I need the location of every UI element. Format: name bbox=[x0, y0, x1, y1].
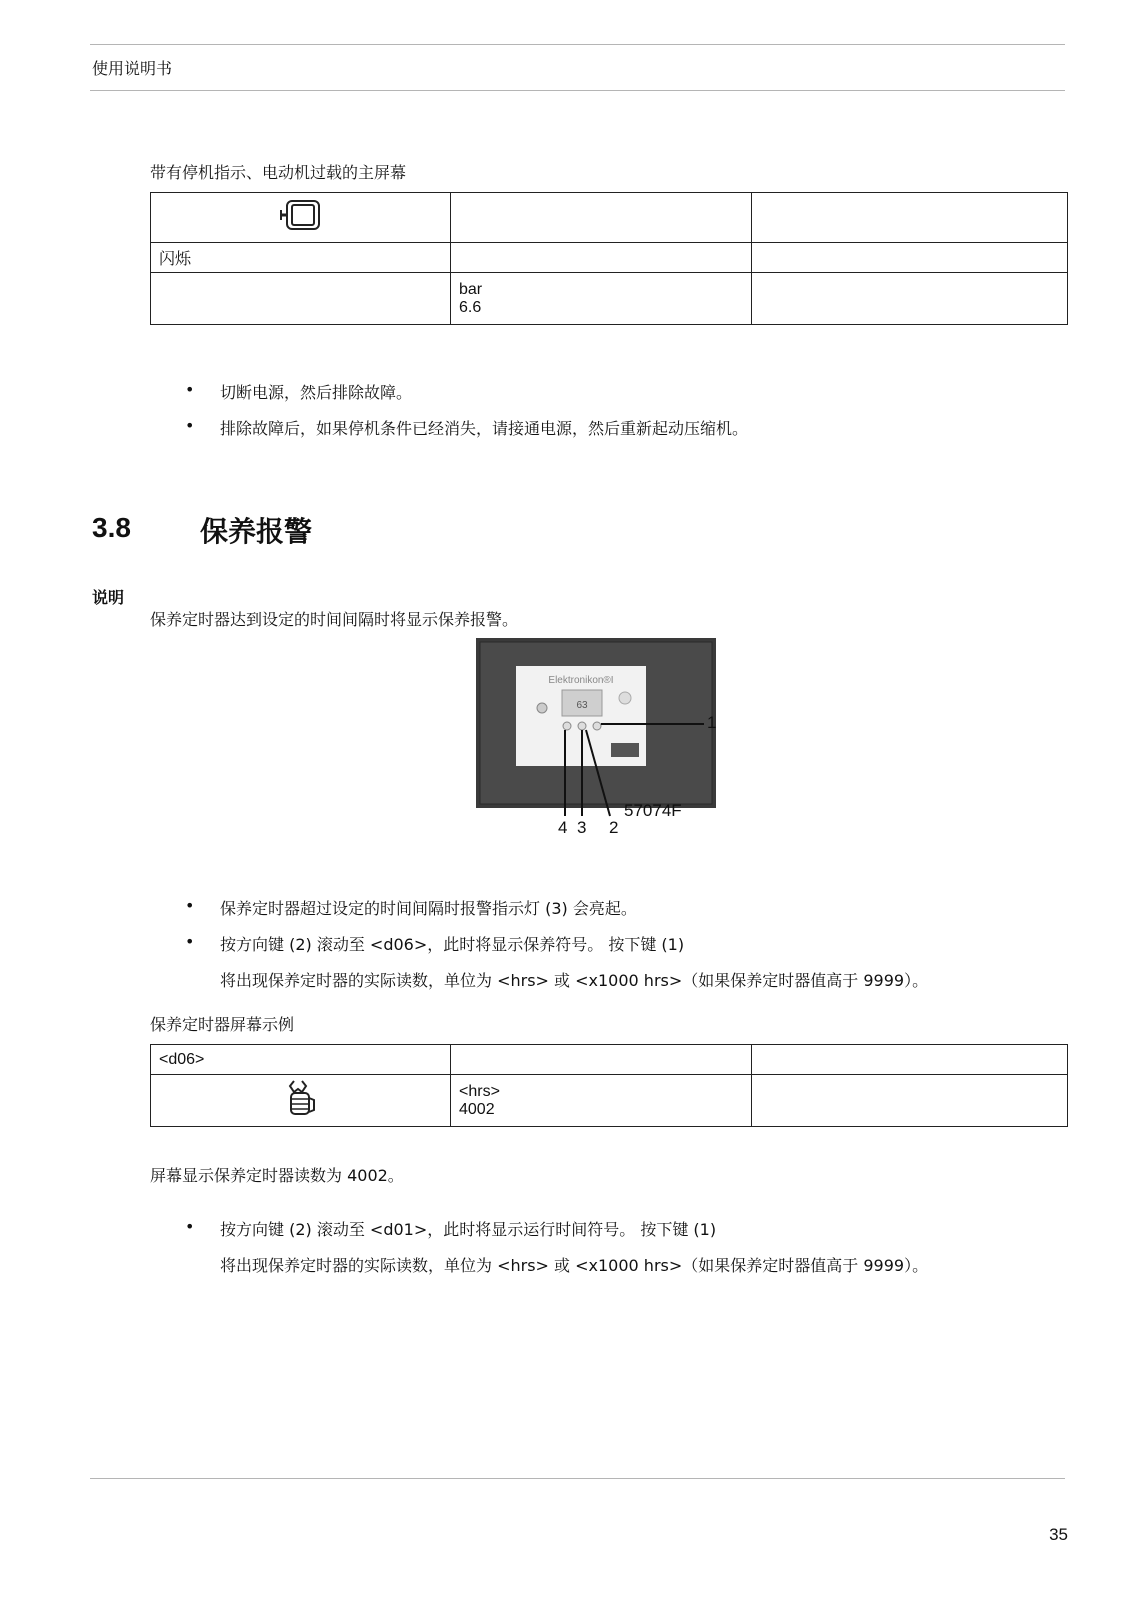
motor-overload-icon bbox=[277, 197, 325, 233]
header-top-rule bbox=[90, 44, 1065, 45]
table2-caption: 保养定时器屏幕示例 bbox=[150, 1015, 295, 1034]
list-item: • 排除故障后，如果停机条件已经消失，请接通电源，然后重新起动压缩机。 bbox=[185, 416, 749, 438]
screen-note: 屏幕显示保养定时器读数为 4002。 bbox=[150, 1166, 404, 1185]
list-item: • 保养定时器超过设定的时间间隔时报警指示灯 (3) 会亮起。 bbox=[185, 896, 637, 918]
figure-code: 57074F bbox=[624, 801, 682, 820]
maintenance-wrench-icon bbox=[284, 1078, 318, 1118]
controller-photo bbox=[476, 638, 721, 840]
pressure-value: 6.6 bbox=[459, 298, 482, 316]
table1-cell bbox=[752, 193, 1068, 243]
table2-cell bbox=[752, 1075, 1068, 1127]
controller-brand-label: Elektronikon®I bbox=[548, 675, 614, 686]
list-item: • 按方向键 (2) 滚动至 <d06>，此时将显示保养符号。 按下键 (1) 将出现保养定时器的实际读数，单位为 <hrs> 或 <x1000 hrs>（如果保养定时器值高于 9999）。 bbox=[185, 932, 929, 990]
header-bottom-rule bbox=[90, 90, 1065, 91]
callout-4: 4 bbox=[558, 818, 568, 837]
table2-cell bbox=[451, 1045, 752, 1075]
bullet-dot: • bbox=[185, 1217, 195, 1236]
hours-unit: <hrs> bbox=[459, 1082, 500, 1100]
bullet-list-3 bbox=[185, 1217, 928, 1276]
table1-caption: 带有停机指示、电动机过载的主屏幕 bbox=[150, 163, 407, 182]
description-label: 说明 bbox=[92, 588, 125, 607]
table2-icon-cell bbox=[151, 1075, 451, 1127]
bullet-list-1 bbox=[185, 380, 748, 439]
bullet-list-2 bbox=[185, 896, 928, 991]
table2-cell bbox=[752, 1045, 1068, 1075]
callout-1: 1 bbox=[707, 713, 717, 732]
table1-cell bbox=[151, 273, 451, 325]
pressure-unit: bar bbox=[459, 280, 483, 298]
section-number: 3.8 bbox=[92, 512, 131, 543]
table1-cell bbox=[451, 243, 752, 273]
main-screen-table bbox=[150, 192, 1068, 325]
table1-cell bbox=[752, 273, 1068, 325]
bullet-dot: • bbox=[185, 896, 195, 915]
maintenance-screen-table bbox=[150, 1044, 1068, 1127]
bullet-dot: • bbox=[185, 416, 195, 435]
table1-cell bbox=[451, 193, 752, 243]
table1-cell bbox=[752, 243, 1068, 273]
controller-panel-illustration bbox=[476, 638, 721, 840]
page-number: 35 bbox=[1049, 1525, 1068, 1544]
callout-2: 2 bbox=[609, 818, 619, 837]
table1-pressure-cell bbox=[451, 273, 752, 325]
table2-hours-cell bbox=[451, 1075, 752, 1127]
hours-value: 4002 bbox=[459, 1100, 495, 1118]
section-title: 保养报警 bbox=[200, 515, 313, 548]
bullet-dot: • bbox=[185, 932, 195, 951]
header-title: 使用说明书 bbox=[92, 59, 173, 78]
list-item: • 按方向键 (2) 滚动至 <d01>，此时将显示运行时间符号。 按下键 (1) 将出现保养定时器的实际读数，单位为 <hrs> 或 <x1000 hrs>（如果保养定时器值高于 9999）。 bbox=[185, 1217, 929, 1275]
callout-3: 3 bbox=[577, 818, 587, 837]
controller-display-value: 63 bbox=[576, 700, 588, 711]
table2-code-label: <d06> bbox=[151, 1045, 451, 1075]
bullet-dot: • bbox=[185, 380, 195, 399]
description-text: 保养定时器达到设定的时间间隔时将显示保养报警。 bbox=[150, 610, 519, 629]
table1-icon-cell bbox=[151, 193, 451, 243]
list-item: • 切断电源，然后排除故障。 bbox=[185, 380, 413, 402]
footer-rule bbox=[90, 1478, 1065, 1479]
table1-blink-label: 闪烁 bbox=[151, 243, 451, 273]
